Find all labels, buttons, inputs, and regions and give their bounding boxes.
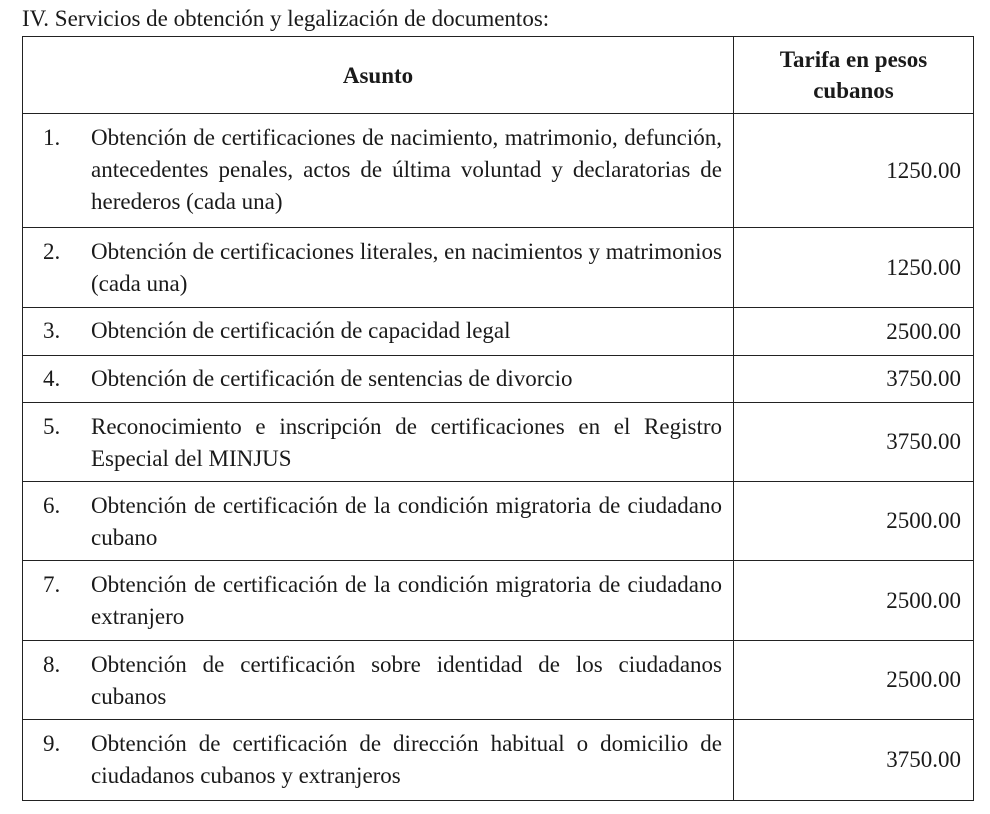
table-row (23, 228, 974, 308)
table-row (23, 308, 974, 356)
tarifa-cell: 2500.00 (734, 561, 974, 641)
item-number: 1. (43, 125, 61, 150)
tarifa-cell: 3750.00 (734, 720, 974, 801)
item-description: Obtención de certificación de dirección habitual o domicilio de ciudadanos cubanos y extranjeros (91, 731, 722, 788)
item-description: Reconocimiento e inscripción de certificaciones en el Registro Especial del MINJUS (91, 414, 722, 471)
tarifa-cell: 2500.00 (734, 308, 974, 356)
item-description: Obtención de certificación de sentencias de divorcio (91, 366, 573, 391)
table-row (23, 561, 974, 641)
item-description: Obtención de certificación de capacidad legal (91, 318, 511, 343)
item-number: 9. (43, 731, 61, 756)
tarifa-cell: 1250.00 (734, 228, 974, 308)
item-description: Obtención de certificación sobre identidad de los ciudadanos cubanos (91, 652, 722, 709)
item-description: Obtención de certificaciones de nacimiento, matrimonio, defunción, antecedentes penales, actos de última voluntad y declaratorias de herederos (cada una) (91, 125, 722, 214)
asunto-cell (23, 228, 734, 308)
tarifa-cell: 3750.00 (734, 356, 974, 403)
tarifa-cell: 1250.00 (734, 114, 974, 228)
asunto-cell (23, 308, 734, 356)
item-description: Obtención de certificación de la condición migratoria de ciudadano extranjero (91, 572, 722, 629)
table-row (23, 114, 974, 228)
item-number: 7. (43, 572, 61, 597)
tarifa-cell: 2500.00 (734, 641, 974, 720)
item-number: 2. (43, 239, 61, 264)
item-number: 4. (43, 366, 61, 391)
column-header-tarifa (734, 37, 974, 114)
table-row (23, 403, 974, 482)
column-header-asunto: Asunto (23, 37, 734, 114)
item-number: 8. (43, 652, 61, 677)
tariff-table (22, 36, 974, 801)
tarifa-cell: 2500.00 (734, 482, 974, 561)
asunto-cell (23, 482, 734, 561)
section-heading: IV. Servicios de obtención y legalización de documentos: (22, 6, 550, 31)
asunto-cell (23, 114, 734, 228)
item-description: Obtención de certificación de la condición migratoria de ciudadano cubano (91, 493, 722, 550)
asunto-cell (23, 356, 734, 403)
item-number: 3. (43, 318, 61, 343)
table-row (23, 356, 974, 403)
asunto-cell (23, 561, 734, 641)
table-row (23, 482, 974, 561)
asunto-cell (23, 641, 734, 720)
table-row (23, 720, 974, 801)
asunto-cell (23, 403, 734, 482)
table-row (23, 641, 974, 720)
column-header-tarifa-label: Tarifa en pesos cubanos (779, 47, 928, 103)
item-number: 5. (43, 414, 61, 439)
asunto-cell (23, 720, 734, 801)
table-header-row (23, 37, 974, 114)
tarifa-cell: 3750.00 (734, 403, 974, 482)
item-description: Obtención de certificaciones literales, en nacimientos y matrimonios (cada una) (91, 239, 723, 296)
item-number: 6. (43, 493, 61, 518)
